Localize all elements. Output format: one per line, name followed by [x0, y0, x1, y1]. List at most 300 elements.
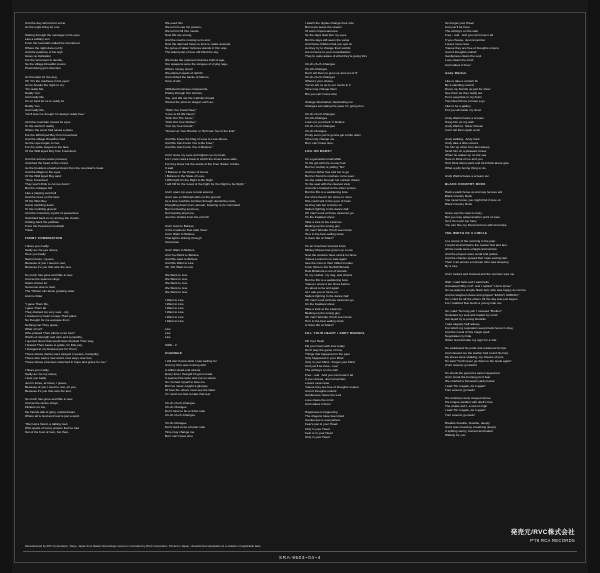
lyric-stanza	[445, 272, 575, 305]
lyric-line: "Wish You Could Hear,"	[165, 107, 198, 112]
lyric-line: But not hearing anymore,	[165, 207, 200, 212]
lyric-line: Just in times, at times, I guess,	[25, 380, 67, 385]
lyrics-column	[305, 21, 435, 526]
lyric-line: As the rope began to rise	[25, 140, 60, 145]
lyric-line: And you'll be Free	[445, 25, 470, 30]
lyric-stanza	[305, 112, 435, 145]
lyric-line: I Believe in the State of Love,	[165, 174, 205, 178]
lyric-line: It seemed the taste was not so sweet.	[165, 375, 217, 380]
lyric-line: As the boulders smashed down from the mountain's head.	[25, 165, 105, 170]
lyric-line: We Want to Live	[165, 273, 188, 278]
lyric-line: And really Me,	[25, 107, 45, 112]
lyric-line: And I was receiving, breathing deeply	[445, 424, 497, 429]
lyric-line: The snake and I, a venom high	[445, 404, 488, 409]
lyric-line: Those whose claims were strayed in peace, tranquility.	[25, 351, 100, 356]
lyric-line: Lies a solitary son	[25, 37, 50, 42]
lyric-line: His nebulous body swayed above	[445, 395, 491, 400]
lyric-line: 'Cause they are free of thoughts unpure	[305, 385, 359, 390]
lyric-line: For I once read a book in which the lovers were slain,	[165, 157, 238, 162]
lyric-line: I still don't know what I was waiting for	[165, 359, 217, 364]
song-title: LIFE ON MARS?	[305, 149, 332, 154]
lyric-line: But the film is a saddening bore	[305, 277, 349, 282]
lyric-line: Where the night dare not fly	[25, 45, 63, 50]
lyric-line: To the girl with the mousy hair	[305, 161, 346, 166]
lyric-line: Nothing can They spare,	[25, 322, 59, 327]
lyric-line: I love you badly	[25, 376, 47, 381]
lyric-line: You'll lose me though I'm always really free."	[25, 111, 86, 116]
lyric-stanza	[445, 396, 575, 417]
lyric-line: Really You	[25, 103, 40, 108]
lyric-line: Because it's you that sets the test.	[25, 264, 72, 269]
lyric-line: Negotiates my hide	[445, 334, 472, 339]
lyric-line: Is there life on Mars?	[305, 323, 334, 328]
song-title: BLACK COUNTRY ROCK	[445, 181, 486, 186]
japanese-distributor: 発売元/RVC株式会社	[510, 529, 575, 536]
lyric-line: Put you all inside my show	[445, 107, 482, 112]
lyric-line: Pack a pack horse up and say he-love ark	[445, 189, 503, 194]
lyric-line: Like a playing card bell	[25, 190, 57, 195]
lyric-line: And the prayers were small and yellow	[445, 251, 498, 256]
lyric-line: Some say the view is crazy	[445, 210, 483, 215]
lyric-stanza	[305, 62, 435, 95]
lyric-line: Ch-ch-Changes	[165, 421, 187, 426]
lyric-stanza	[445, 309, 575, 342]
lyric-line: We Want to Live	[165, 281, 188, 286]
lyric-line: Fear's just in your Head	[305, 422, 338, 427]
lyric-line: Really You"	[25, 91, 41, 96]
lyric-line: Fill your heart with love today	[305, 343, 345, 348]
song-section	[445, 71, 575, 112]
lyric-line: No thought for me escapes them	[25, 318, 70, 323]
lyric-line: Somehow.	[165, 240, 180, 245]
rca-records-copyright: P'76 RCA RECORDS	[530, 538, 575, 543]
lyric-line: But you can't trace time	[305, 91, 337, 96]
lyric-line: I Want to Live	[165, 314, 184, 319]
lyric-line: He's in the best selling show	[305, 231, 344, 236]
lyric-line: Oh man! Look at those cavemen go	[305, 211, 354, 216]
lyric-line: Live	[165, 331, 171, 335]
lyric-line: Because of you I need to rest,	[25, 260, 66, 265]
lyric-line: They're quite aware of what they're going thru	[305, 54, 368, 59]
lyric-line: And I smelt the burning pit of fear	[445, 375, 491, 380]
lyric-line: (Turn around, go back!)	[445, 362, 477, 367]
lyric-line: What of me?	[25, 326, 43, 331]
lyric-stanza	[165, 298, 295, 323]
lyric-line: As she walks through her sunken dream	[305, 177, 360, 182]
lyric-line: Don't play the game of time	[305, 347, 343, 352]
lyric-line: As a love machine lumbers through derelictive rows,	[165, 198, 236, 203]
song-section	[165, 343, 295, 396]
lyric-line: From the mountain called the Forcefood	[25, 41, 80, 46]
lyric-line: You've left us up to our necks in it	[305, 83, 351, 88]
lyric-line: But her friend is nowhere to be seen	[305, 173, 355, 178]
lyric-line: Where's your shame	[305, 79, 334, 84]
lyric-line: Rule Britannia is out of bounds	[305, 269, 347, 274]
song-section	[445, 182, 575, 207]
lyric-line: If you choose, Just remember,	[305, 376, 347, 381]
lyric-line: Like to take a contact fix	[445, 78, 478, 83]
lyric-line: Only in your Head	[305, 426, 330, 431]
lyric-line: And of thoughts unkind	[305, 389, 337, 394]
lyric-stanza	[165, 108, 295, 133]
lyric-line: Black Country Rock	[445, 194, 472, 199]
lyric-line: It's the freakiest show	[305, 215, 335, 220]
lyric-line: Send him on a pleasant cruise	[445, 149, 487, 154]
lyric-line: Fill Your Heart	[305, 339, 325, 344]
lyric-line: And you'll be Free - real	[305, 364, 338, 369]
lyric-line: Ploughing down man, woman, listening to its command.	[165, 202, 241, 207]
japanese-label-block	[511, 527, 575, 543]
lyric-stanza	[165, 58, 295, 83]
lyric-line: My knees were shaking, my cheeks of june	[445, 354, 504, 359]
lyric-line: Breathe breathe, breathe, deeply	[445, 420, 490, 425]
lyric-line: We Want to Live	[165, 277, 188, 282]
lyric-line: For she's lived it ten times or more	[305, 194, 352, 199]
lyric-line: "We had a friend, a talking man	[25, 421, 68, 426]
lyric-line: Strange fascination, fascinating me	[305, 99, 353, 104]
lyric-stanza	[445, 346, 575, 367]
lyric-line: And I Want to Believe	[165, 248, 195, 253]
lyric-line: Provincising grim direction	[25, 66, 61, 71]
lyric-line: See the mice in their million hordes	[305, 260, 353, 265]
lyric-line: Turn around, go back!	[445, 387, 475, 392]
lyric-line: And the trees on the face	[25, 194, 60, 199]
lyric-line: I Want to Live	[165, 306, 184, 311]
lyric-line: "Cut Up Your Friend,"	[165, 124, 195, 129]
lyric-line: As he breaks the night to cry:	[25, 82, 65, 87]
lyric-line: Don't want to be a better man	[165, 425, 206, 430]
lyric-line: "Love Is All We Need,"	[165, 111, 196, 116]
lyric-line: So I said "So long pal" I moaned "Brother"	[445, 309, 503, 314]
lyric-line: Stumbled back to cry among the clouds,	[25, 215, 80, 220]
lyric-line: And We Know the Flag of Love is Love Above,	[165, 136, 229, 141]
lyric-line: They drained my very soul... dry.	[25, 310, 70, 315]
lyric-line: Because of you I need to rest, oh yes,	[25, 384, 77, 389]
lyric-line: Stoned the print on dragon such as:	[165, 99, 214, 104]
lyric-stanza	[165, 421, 295, 438]
song-title: THE WIDTH OF A CIRCLE	[445, 231, 488, 236]
lyrics-column	[165, 21, 295, 526]
lyric-stanza	[445, 211, 575, 228]
lyric-line: In a corner of the morning in the past	[445, 239, 496, 244]
lyric-line: A million dead-end streets	[165, 367, 201, 372]
lyric-line: Ch-Ch-Changes	[305, 66, 328, 71]
lyric-line: And the road is coming to its end,	[165, 37, 211, 42]
lyric-line: Time may change them	[305, 87, 337, 92]
lyric-line: So I turned myself to face me	[165, 380, 205, 384]
lyric-line: Lovers never lose	[305, 380, 330, 385]
lyric-stanza	[305, 244, 435, 327]
lyric-line: See them as they really are	[445, 91, 483, 96]
lyric-line: But I can't trace time	[165, 433, 193, 438]
lyric-line: The dragons have been bled	[305, 414, 345, 419]
song-section	[445, 231, 575, 268]
lyric-line: Someone else to hear,	[25, 285, 56, 290]
lyric-line: The writing's on the wall	[305, 368, 338, 373]
lyric-line: And as the sparrow sings	[25, 276, 60, 281]
lyric-line: Hang him on my wall	[445, 120, 474, 125]
lyric-line: To the world of reality	[25, 124, 55, 129]
lyric-line: We Want to Live	[165, 289, 188, 294]
lyric-line: Ch-Ch-Changes	[305, 116, 328, 121]
lyric-line: I Want to Live	[165, 318, 184, 323]
lyric-line: Andy Warhol looks a scream	[445, 115, 484, 120]
right-edge-shadow	[588, 0, 600, 573]
lyric-line: 'Cause they are free of thoughts unpure	[445, 45, 499, 50]
lyric-line: He swallowed his pride and puckered his lips	[445, 346, 507, 351]
lyric-line: It's an American tortured brow	[305, 244, 346, 249]
lyric-line: We Want to Live	[165, 285, 188, 290]
lyric-stanza	[25, 120, 155, 153]
lyrics-column	[25, 21, 155, 526]
lyric-line: Where the snow had saved a place	[25, 128, 73, 133]
lyric-line: We crashed a thousand yards below	[445, 379, 495, 384]
lyric-line: I will Kill for the Good of the Fight for the Right to be Right."	[165, 182, 246, 187]
lyric-line: And of thoughts unkind	[445, 50, 477, 55]
lyric-line: So Forget your Head	[445, 21, 474, 25]
lyric-line: Don't tell them to grow up and out of IT	[305, 70, 358, 75]
lyric-line: So much has gone and little is new	[25, 272, 73, 277]
lyric-line: Ch-ch-ch-ch-Changes	[165, 400, 195, 405]
lyric-line: I said "Do it again, do it again"	[445, 383, 486, 388]
song-title: FILL YOUR HEART / ANDY WARHOL	[305, 331, 365, 336]
lyric-line: I opened doors that would have blocked Their way,	[25, 339, 94, 344]
lyric-line: "It's really Me,	[25, 86, 45, 91]
lyric-stanza	[165, 327, 295, 339]
lyric-line: Not of the host of men, but then,	[25, 429, 69, 434]
lyric-line: Live	[165, 326, 171, 331]
lyric-line: Came tumbling down	[25, 203, 54, 208]
lyric-line: And I looked and frowned and the monster was me	[445, 272, 515, 277]
lyric-line: Oh man! Wonder if he'll ever know	[305, 227, 352, 232]
lyric-line: "Screw Up Your Brother or He'll Get You In the End"	[165, 128, 236, 133]
lyric-line: Like to be a gallery	[445, 103, 471, 108]
lyric-line: And the Magic in the eyes	[25, 169, 61, 174]
lyric-line: Be a standing cosmic	[445, 82, 475, 87]
lyric-line: It's the freakiest show	[305, 302, 335, 307]
lyric-line: We let him fill Our needs,	[165, 29, 200, 34]
manufacturer-credit: Manufactured by RVC Corporation, Tokyo, Japan from Master Recordings owned or controlled by RCA Corporation. Printed in Japan. Unauthorized duplication is a violation of applicable laws.	[25, 544, 262, 549]
lyric-line: And her father has told her to go	[305, 169, 350, 174]
lyric-line: Put a peephole in my brain	[445, 95, 482, 100]
lyric-line: I braced Their cause to guide, for little pay.	[25, 343, 83, 348]
lyric-stanza	[445, 21, 575, 67]
lyric-stanza	[165, 273, 295, 294]
song-title: Andy Warhol	[445, 70, 467, 75]
lyric-line: No purse of taken fortunes stands in Our way.	[165, 45, 228, 50]
lyric-line: From Ibiza to the Norfolk Broads	[305, 265, 350, 270]
lyric-line: So much has gone and little is new	[25, 397, 73, 402]
lyric-line: Fear is in your Head	[305, 430, 333, 435]
lyric-line: Staring through the message in his eyes	[25, 33, 80, 38]
lyric-line: For they knew not the words of the Free States' refrain,	[165, 161, 240, 166]
lyric-line: Don't have to be a richer man	[165, 408, 206, 413]
lyric-line: Mickey Mouse has grown up a cow	[305, 248, 353, 253]
lyric-line: And We Want to Live	[165, 260, 194, 265]
lyric-line: I Want to Live	[165, 310, 184, 315]
lyric-line: If you choose, Just remember	[445, 37, 486, 42]
lyric-line: Our weapons were the tongues of crying rage,	[165, 62, 228, 67]
lyric-line: Flickers on me,	[25, 405, 46, 410]
lyric-line: He said "You'll never go down to the Gods again"	[445, 358, 512, 363]
lyric-line: Ch-ch-ch-ch-Changes	[165, 413, 195, 418]
lyric-line: We broke the ruptured structure built of age,	[165, 58, 226, 63]
lyric-line: Now the workers have struck for fame	[305, 252, 357, 257]
lyric-line: And I Want to Believe	[165, 231, 195, 236]
lyric-line: It's so hard for us to really be	[25, 99, 65, 104]
lyric-line: And We want to Believe	[165, 256, 198, 261]
lyric-line: And We Can Force You to Be Free,"	[165, 140, 215, 145]
lyric-line: So we asked a simple black belt, who was happy as can be.	[445, 288, 527, 293]
lyric-line: Take a look at the Lawman	[305, 219, 342, 224]
lyric-line: SIDE - 3	[165, 343, 177, 348]
lyric-line: Free - real And you can know it all	[445, 33, 493, 38]
lyric-stanza	[305, 21, 435, 58]
lyric-line: I trinaged at my Dearest just for Them;	[25, 347, 78, 352]
catalog-number: SRA-9503~04~4	[278, 555, 322, 560]
lyric-line: Well, I said hello and I said hello	[445, 280, 489, 285]
lyric-line: And as the ravine strays	[25, 401, 58, 406]
lyric-line: And I want to Believe	[165, 223, 194, 228]
lyric-line: We let him see his powers,	[165, 25, 202, 30]
lyric-line: I watch the ripples change their size	[305, 21, 354, 25]
lyric-line: You can hire my friend and me with fond idea.	[445, 223, 508, 227]
lyric-line: Sure to think of me and you	[445, 157, 483, 162]
footer-divider	[23, 551, 577, 552]
lyric-line: A spitting sentry, horned and bailed	[445, 429, 493, 433]
lyric-line: Andy walking, Andy tired	[445, 136, 480, 141]
lyric-line: Can't tell them apart at all	[445, 128, 480, 133]
lyric-line: As the label for the dog,	[25, 74, 58, 79]
lyric-line: Gentleness clears the soul	[445, 54, 482, 59]
lyric-line: For the Wild Eyed Boy from Freecloud,	[25, 132, 78, 137]
lyric-line: I was vaguely half asleep,	[445, 321, 481, 326]
lyric-stanza	[165, 87, 295, 104]
lyric-line: Of the Who Boy	[25, 198, 47, 203]
lyric-line: As I ask you to focus on	[305, 290, 338, 295]
lyric-stanza	[25, 368, 155, 393]
lyric-line: She could spit in the eyes of fools	[305, 198, 351, 203]
lyric-line: Words of strength and care and sympathy,	[25, 335, 83, 340]
lyric-line: Where all is God and God is just a word.	[25, 413, 80, 418]
lyric-stanza	[305, 100, 435, 108]
lyric-line: All the roads were straight and narrow	[445, 247, 497, 252]
lyric-line: And no bitter.	[25, 293, 44, 298]
lyric-line: But her mother is yelling "No"	[305, 165, 345, 170]
lyric-line: And the mountain moved its eyes	[25, 120, 71, 125]
lyric-line: Oh man! Look at those cavemen go	[305, 298, 354, 303]
lyric-line: I cracked my heart to tape Their pains	[25, 314, 77, 319]
lyric-line: Of the Wild Eyed Boy said:	[25, 173, 62, 178]
lyric-line: Is there life on Mars?	[305, 236, 334, 241]
lyric-line: When God did take my logic for a ride.	[445, 338, 498, 343]
lyric-line: And really Me,	[25, 95, 45, 100]
lyric-line: Oh, We Want to Live	[165, 264, 194, 269]
lyric-line: Here you badly	[25, 252, 46, 257]
lyric-line: I'm much too fast to take that test	[165, 392, 211, 397]
song-section	[305, 149, 435, 240]
lyric-line: 'Cause I wrote it ten times before	[305, 281, 350, 286]
lyric-line: And these children that you spit on	[305, 41, 353, 46]
lyric-line: And showed me the leather belt round his hips	[445, 350, 509, 355]
lyric-line: Sad in times, I guess,	[25, 256, 55, 261]
lyric-line: Time may change me	[305, 136, 335, 141]
lyric-line: For I realized that God's a young man too.	[445, 300, 503, 305]
lyric-line: And the chanter spread that I was sowing last	[445, 255, 507, 260]
lyric-line: Ch-ch-Changes	[165, 404, 187, 409]
lyric-stanza	[165, 224, 295, 245]
lyric-line: Oh "It's the madness in his eyes"	[25, 78, 70, 83]
lyric-line: And she's hooked to the silver screen	[305, 186, 356, 191]
lyric-line: His tongue swollen with devil's love	[445, 400, 493, 405]
lyric-line: As the night bring for one.	[25, 25, 61, 30]
lyric-line: So if it's much too hazy	[445, 218, 477, 223]
lyric-line: It said	[165, 165, 174, 170]
lyric-line: Ch-ch-ch-ch-Changes	[305, 62, 335, 67]
lyric-line: Gentleness is everywhere	[305, 418, 341, 423]
lyric-line: Dawn chorus for	[25, 281, 48, 286]
lyric-line: Look out you Rock 'n' Rollers	[305, 120, 345, 125]
lyric-line: Are immune to your consultations	[305, 50, 351, 55]
lyric-line: Smashed my soul and traded my mind	[445, 313, 498, 318]
lyric-line: I bless you madly.	[25, 244, 50, 249]
song-title: CHANGES	[165, 351, 182, 356]
lyric-line: But I've never caught a glimpse	[165, 384, 208, 389]
lyric-line: Those whose promises stretched in hope and grace for me."	[25, 359, 107, 364]
lyric-line: And I close my eyes and tighten up my brain,	[165, 153, 227, 158]
lyric-stanza	[165, 137, 295, 149]
lyric-line: Kicking back the pebbles	[25, 219, 59, 224]
lyric-line: It's a god-awful small affair	[305, 157, 342, 162]
lyric-line: "I gave Them life,	[25, 301, 49, 306]
inner-border-frame	[14, 12, 586, 563]
lyric-line: To the rumbling ground	[25, 207, 57, 212]
lyric-line: Black Country Rock	[445, 202, 472, 207]
lyric-line: Who praised Their efforts to be free?	[25, 330, 75, 335]
lyric-line: My friends talk of glory, untold dream,	[25, 409, 76, 414]
lyric-line: But the days still seem the same	[305, 37, 350, 42]
lyric-line: Infiltrated business compounds,	[165, 87, 209, 92]
lyric-stanza	[25, 21, 155, 71]
lyric-line: But the film is a saddening bore	[305, 190, 349, 195]
lyric-line: Only in your Head	[305, 434, 330, 439]
lyric-line: Andy Warhol, Silver Screen	[445, 124, 484, 129]
lyric-line: Sailors fighting in the dance hall	[305, 207, 349, 212]
lyric-line: We planted seeds of rebirth	[165, 70, 203, 75]
lyric-line: And the day will end for some	[25, 21, 66, 25]
lyric-line: The talent pain of love will blind the sky.	[165, 50, 219, 55]
lyric-line: "Kick Out The Jams,"	[165, 116, 194, 121]
lyric-line: And rubbed the backs of fathers,	[165, 74, 210, 79]
lyric-line: When he wakes up on the sea	[445, 153, 487, 158]
lyric-line: Who spoke of many powers that he had	[25, 425, 80, 430]
lyric-line: For which my reputation swept back home in drag	[445, 325, 513, 330]
lyric-line: Time may change me	[165, 429, 195, 434]
lyric-stanza	[445, 371, 575, 392]
lyric-line: So I cried for all the others 'till the day was just begun	[445, 296, 518, 301]
lyric-line: I Will Fight for the Right to Be Right	[165, 178, 213, 183]
lyric-stanza	[165, 401, 295, 418]
lyric-line: And You Want to Believe	[165, 252, 199, 257]
lyric-line: So the days float thru my eyes	[305, 33, 347, 38]
lyric-stanza	[25, 157, 155, 232]
lyric-line: I Want to Live	[165, 302, 184, 307]
lyric-line: We used him	[165, 21, 183, 25]
lyric-line: From the freecloud mountain	[25, 223, 65, 228]
lyric-line: And makes it Free!	[445, 62, 471, 67]
lyric-line: Take a look at the Lawman	[305, 306, 342, 311]
lyric-line: Oh man! Wonder if he'll ever know	[305, 314, 352, 319]
